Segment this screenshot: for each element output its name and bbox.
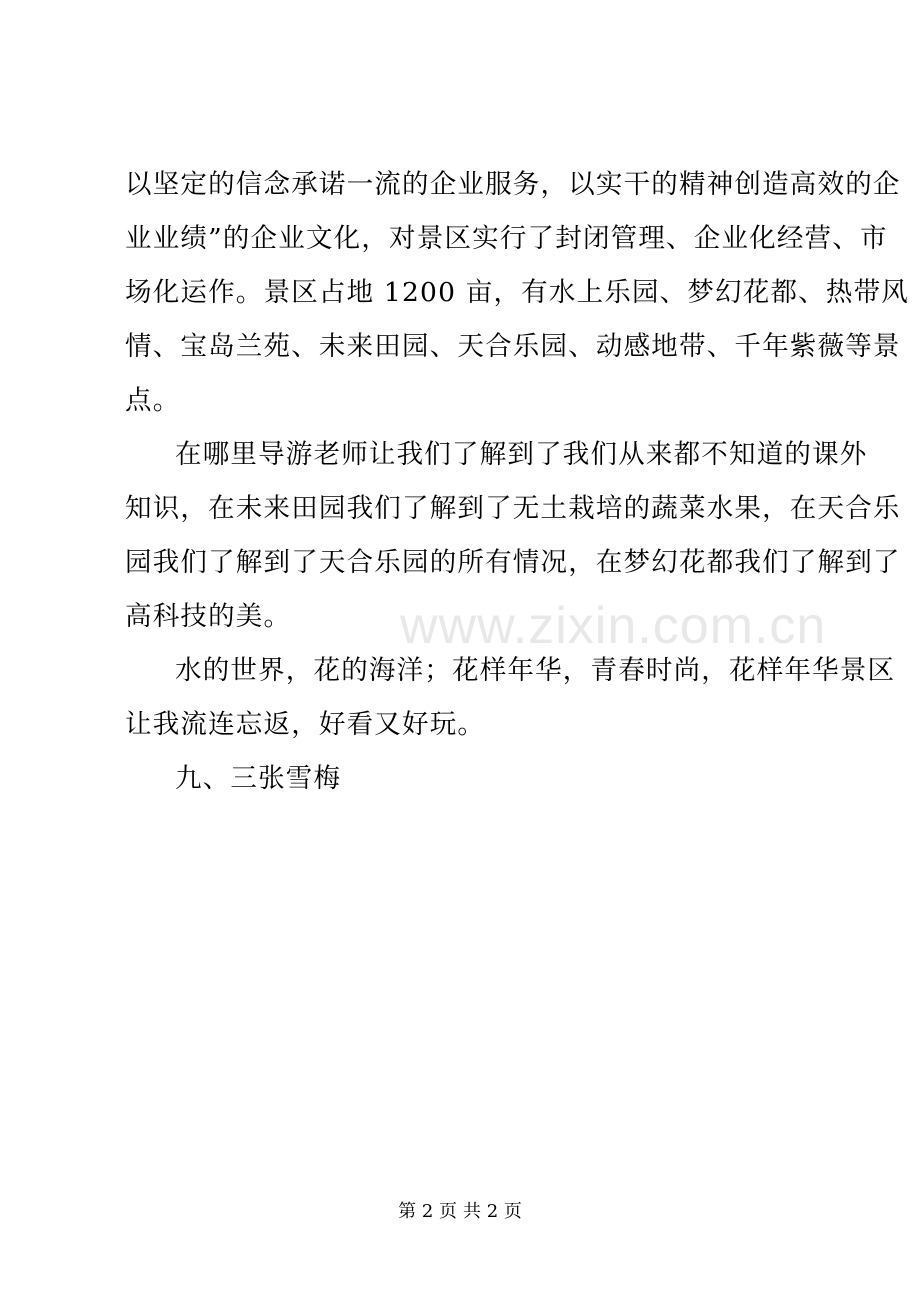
page-number: 第 2 页 [398, 1201, 457, 1222]
text-line: 知识，在未来田园我们了解到了无土栽培的蔬菜水果，在天合乐 [125, 493, 901, 524]
text-line: 在哪里导游老师让我们了解到了我们从来都不知道的课外 [175, 439, 868, 470]
section-heading: 九、三张雪梅 [175, 763, 342, 794]
watermark: www.zixin.com.cn [400, 597, 827, 655]
text-line: 场化运作。景区占地 1200 亩，有水上乐园、梦幻花都、热带风 [125, 277, 909, 308]
text-line: 园我们了解到了天合乐园的所有情况，在梦幻花都我们了解到了 [125, 547, 901, 578]
text-line: 点。 [125, 385, 181, 416]
page-total: 共 2 页 [463, 1201, 522, 1222]
page-footer [0, 1198, 920, 1226]
text-line: 让我流连忘返，好看又好玩。 [125, 709, 486, 740]
text-line: 高科技的美。 [125, 601, 292, 632]
text-line: 以坚定的信念承诺一流的企业服务，以实干的精神创造高效的企 [125, 169, 901, 200]
text-line: 业业绩”的企业文化，对景区实行了封闭管理、企业化经营、市 [125, 223, 888, 254]
text-line: 情、宝岛兰苑、未来田园、天合乐园、动感地带、千年紫薇等景 [125, 331, 901, 362]
text-line: 水的世界，花的海洋；花样年华，青春时尚，花样年华景区 [175, 655, 896, 686]
document-body [125, 158, 909, 806]
